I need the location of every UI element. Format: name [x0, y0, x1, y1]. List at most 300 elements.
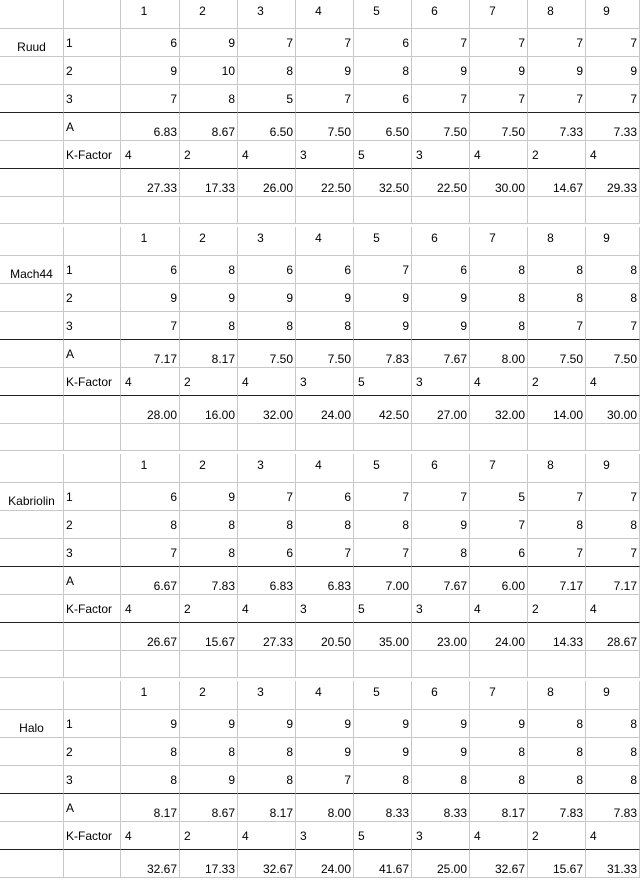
column-header-cell[interactable]: 3	[238, 681, 296, 710]
rating-value-cell[interactable]: 6	[412, 256, 470, 284]
column-header-cell[interactable]: 5	[354, 0, 412, 29]
rating-value-cell[interactable]: 9	[412, 511, 470, 539]
column-header-cell[interactable]: 7	[470, 454, 528, 483]
rating-value-cell[interactable]: 8	[586, 766, 640, 794]
rating-value-cell[interactable]: 8	[470, 738, 528, 766]
rating-value-cell[interactable]: 9	[528, 57, 586, 85]
product-name-cell[interactable]: Mach44	[0, 256, 64, 284]
column-header-cell[interactable]: 2	[180, 454, 238, 483]
total-value-cell[interactable]: 32.67	[238, 850, 296, 878]
rating-value-cell[interactable]: 9	[470, 710, 528, 738]
k-factor-value-cell[interactable]: 4	[121, 368, 180, 396]
total-value-cell[interactable]: 24.00	[470, 623, 528, 651]
rating-value-cell[interactable]: 8	[528, 256, 586, 284]
blank-cell[interactable]	[0, 623, 64, 651]
total-value-cell[interactable]: 24.00	[296, 850, 354, 878]
average-label[interactable]: A	[64, 113, 121, 141]
total-value-cell[interactable]: 22.50	[412, 169, 470, 197]
rating-value-cell[interactable]: 8	[470, 766, 528, 794]
column-header-cell[interactable]: 3	[238, 0, 296, 29]
rating-value-cell[interactable]: 8	[586, 710, 640, 738]
blank-cell[interactable]	[586, 197, 640, 224]
blank-cell[interactable]	[0, 284, 64, 312]
rating-value-cell[interactable]: 9	[180, 483, 238, 511]
k-factor-value-cell[interactable]: 3	[412, 595, 470, 623]
blank-cell[interactable]	[64, 651, 121, 678]
rating-value-cell[interactable]: 8	[586, 511, 640, 539]
column-header-cell[interactable]: 1	[121, 681, 180, 710]
average-value-cell[interactable]: 7.33	[586, 113, 640, 141]
blank-cell[interactable]	[0, 738, 64, 766]
rating-value-cell[interactable]: 7	[528, 539, 586, 567]
average-value-cell[interactable]: 8.67	[180, 794, 238, 822]
total-value-cell[interactable]: 27.00	[412, 396, 470, 424]
blank-cell[interactable]	[528, 197, 586, 224]
rating-value-cell[interactable]: 10	[180, 57, 238, 85]
rating-value-cell[interactable]: 8	[180, 312, 238, 340]
rating-value-cell[interactable]: 8	[296, 312, 354, 340]
rating-value-cell[interactable]: 7	[354, 483, 412, 511]
rating-value-cell[interactable]: 8	[121, 766, 180, 794]
rating-value-cell[interactable]: 9	[412, 284, 470, 312]
rating-value-cell[interactable]: 8	[180, 85, 238, 113]
rating-value-cell[interactable]: 9	[121, 284, 180, 312]
blank-cell[interactable]	[0, 454, 64, 483]
column-header-cell[interactable]: 7	[470, 227, 528, 256]
column-header-cell[interactable]: 3	[238, 454, 296, 483]
k-factor-value-cell[interactable]: 4	[121, 822, 180, 850]
total-value-cell[interactable]: 14.33	[528, 623, 586, 651]
k-factor-value-cell[interactable]: 4	[238, 822, 296, 850]
rating-value-cell[interactable]: 9	[412, 738, 470, 766]
average-value-cell[interactable]: 8.17	[180, 340, 238, 368]
k-factor-value-cell[interactable]: 3	[412, 141, 470, 169]
k-factor-value-cell[interactable]: 3	[296, 595, 354, 623]
blank-cell[interactable]	[64, 396, 121, 424]
blank-cell[interactable]	[238, 651, 296, 678]
total-value-cell[interactable]: 31.33	[586, 850, 640, 878]
rating-value-cell[interactable]: 9	[470, 57, 528, 85]
rating-value-cell[interactable]: 9	[296, 738, 354, 766]
average-value-cell[interactable]: 8.00	[296, 794, 354, 822]
blank-cell[interactable]	[412, 197, 470, 224]
blank-cell[interactable]	[0, 197, 64, 224]
column-header-cell[interactable]: 4	[296, 0, 354, 29]
rating-value-cell[interactable]: 8	[180, 738, 238, 766]
k-factor-value-cell[interactable]: 2	[180, 368, 238, 396]
k-factor-label[interactable]: K-Factor	[64, 595, 121, 623]
average-value-cell[interactable]: 6.83	[238, 567, 296, 595]
rating-value-cell[interactable]: 7	[296, 539, 354, 567]
k-factor-label[interactable]: K-Factor	[64, 822, 121, 850]
k-factor-value-cell[interactable]: 4	[238, 368, 296, 396]
total-value-cell[interactable]: 28.67	[586, 623, 640, 651]
rating-row-label[interactable]: 3	[64, 539, 121, 567]
blank-cell[interactable]	[0, 567, 64, 595]
column-header-cell[interactable]: 2	[180, 681, 238, 710]
blank-cell[interactable]	[180, 651, 238, 678]
total-value-cell[interactable]: 16.00	[180, 396, 238, 424]
rating-row-label[interactable]: 2	[64, 284, 121, 312]
rating-value-cell[interactable]: 8	[354, 766, 412, 794]
rating-value-cell[interactable]: 9	[180, 710, 238, 738]
rating-value-cell[interactable]: 8	[180, 256, 238, 284]
average-value-cell[interactable]: 7.17	[528, 567, 586, 595]
rating-value-cell[interactable]: 7	[470, 85, 528, 113]
total-value-cell[interactable]: 32.00	[238, 396, 296, 424]
total-value-cell[interactable]: 27.33	[238, 623, 296, 651]
rating-value-cell[interactable]: 7	[121, 312, 180, 340]
rating-value-cell[interactable]: 8	[586, 738, 640, 766]
average-value-cell[interactable]: 7.83	[586, 794, 640, 822]
rating-value-cell[interactable]: 7	[528, 85, 586, 113]
blank-cell[interactable]	[0, 424, 64, 451]
rating-value-cell[interactable]: 7	[586, 29, 640, 57]
blank-cell[interactable]	[64, 681, 121, 710]
rating-value-cell[interactable]: 8	[354, 511, 412, 539]
k-factor-value-cell[interactable]: 5	[354, 141, 412, 169]
blank-cell[interactable]	[586, 424, 640, 451]
average-value-cell[interactable]: 8.33	[354, 794, 412, 822]
column-header-cell[interactable]: 9	[586, 227, 640, 256]
column-header-cell[interactable]: 4	[296, 681, 354, 710]
average-value-cell[interactable]: 6.50	[238, 113, 296, 141]
k-factor-value-cell[interactable]: 5	[354, 595, 412, 623]
total-value-cell[interactable]: 15.67	[528, 850, 586, 878]
blank-cell[interactable]	[0, 850, 64, 878]
blank-cell[interactable]	[528, 651, 586, 678]
column-header-cell[interactable]: 8	[528, 0, 586, 29]
rating-value-cell[interactable]: 8	[470, 256, 528, 284]
rating-value-cell[interactable]: 8	[354, 57, 412, 85]
average-value-cell[interactable]: 7.50	[296, 113, 354, 141]
rating-value-cell[interactable]: 8	[528, 738, 586, 766]
rating-value-cell[interactable]: 8	[180, 539, 238, 567]
column-header-cell[interactable]: 4	[296, 454, 354, 483]
average-value-cell[interactable]: 7.83	[354, 340, 412, 368]
blank-cell[interactable]	[0, 169, 64, 197]
k-factor-value-cell[interactable]: 4	[586, 368, 640, 396]
rating-value-cell[interactable]: 7	[528, 312, 586, 340]
blank-cell[interactable]	[0, 595, 64, 623]
blank-cell[interactable]	[0, 85, 64, 113]
column-header-cell[interactable]: 1	[121, 454, 180, 483]
column-header-cell[interactable]: 3	[238, 227, 296, 256]
rating-value-cell[interactable]: 7	[238, 483, 296, 511]
average-value-cell[interactable]: 8.17	[470, 794, 528, 822]
column-header-cell[interactable]: 8	[528, 681, 586, 710]
rating-value-cell[interactable]: 9	[238, 284, 296, 312]
column-header-cell[interactable]: 5	[354, 227, 412, 256]
blank-cell[interactable]	[0, 368, 64, 396]
blank-cell[interactable]	[412, 424, 470, 451]
rating-value-cell[interactable]: 7	[121, 85, 180, 113]
rating-value-cell[interactable]: 9	[412, 312, 470, 340]
blank-cell[interactable]	[354, 651, 412, 678]
k-factor-value-cell[interactable]: 4	[238, 141, 296, 169]
blank-cell[interactable]	[412, 651, 470, 678]
rating-value-cell[interactable]: 7	[296, 766, 354, 794]
rating-value-cell[interactable]: 9	[238, 710, 296, 738]
rating-value-cell[interactable]: 8	[238, 738, 296, 766]
k-factor-value-cell[interactable]: 2	[180, 595, 238, 623]
rating-row-label[interactable]: 3	[64, 766, 121, 794]
blank-cell[interactable]	[470, 424, 528, 451]
k-factor-value-cell[interactable]: 4	[586, 595, 640, 623]
rating-value-cell[interactable]: 9	[296, 710, 354, 738]
rating-value-cell[interactable]: 6	[296, 256, 354, 284]
blank-cell[interactable]	[64, 424, 121, 451]
rating-value-cell[interactable]: 7	[586, 483, 640, 511]
column-header-cell[interactable]: 8	[528, 454, 586, 483]
average-value-cell[interactable]: 6.83	[121, 113, 180, 141]
rating-value-cell[interactable]: 7	[528, 29, 586, 57]
rating-value-cell[interactable]: 9	[354, 284, 412, 312]
total-value-cell[interactable]: 30.00	[586, 396, 640, 424]
total-value-cell[interactable]: 17.33	[180, 850, 238, 878]
rating-value-cell[interactable]: 7	[528, 483, 586, 511]
column-header-cell[interactable]: 1	[121, 0, 180, 29]
total-value-cell[interactable]: 14.00	[528, 396, 586, 424]
rating-value-cell[interactable]: 9	[121, 710, 180, 738]
total-value-cell[interactable]: 20.50	[296, 623, 354, 651]
product-name-cell[interactable]: Kabriolin	[0, 483, 64, 511]
column-header-cell[interactable]: 2	[180, 227, 238, 256]
total-value-cell[interactable]: 35.00	[354, 623, 412, 651]
rating-row-label[interactable]: 1	[64, 256, 121, 284]
rating-value-cell[interactable]: 7	[412, 85, 470, 113]
rating-value-cell[interactable]: 6	[238, 539, 296, 567]
average-value-cell[interactable]: 7.33	[528, 113, 586, 141]
blank-cell[interactable]	[64, 169, 121, 197]
rating-row-label[interactable]: 1	[64, 483, 121, 511]
rating-value-cell[interactable]: 8	[238, 511, 296, 539]
average-value-cell[interactable]: 7.50	[470, 113, 528, 141]
rating-row-label[interactable]: 2	[64, 511, 121, 539]
blank-cell[interactable]	[528, 424, 586, 451]
total-value-cell[interactable]: 30.00	[470, 169, 528, 197]
blank-cell[interactable]	[121, 424, 180, 451]
total-value-cell[interactable]: 32.67	[121, 850, 180, 878]
column-header-cell[interactable]: 6	[412, 454, 470, 483]
column-header-cell[interactable]: 9	[586, 0, 640, 29]
blank-cell[interactable]	[0, 312, 64, 340]
rating-value-cell[interactable]: 7	[470, 511, 528, 539]
rating-value-cell[interactable]: 8	[528, 766, 586, 794]
average-value-cell[interactable]: 7.50	[296, 340, 354, 368]
blank-cell[interactable]	[238, 424, 296, 451]
rating-value-cell[interactable]: 7	[586, 85, 640, 113]
product-name-cell[interactable]: Halo	[0, 710, 64, 738]
blank-cell[interactable]	[470, 651, 528, 678]
blank-cell[interactable]	[0, 227, 64, 256]
average-value-cell[interactable]: 8.00	[470, 340, 528, 368]
rating-value-cell[interactable]: 6	[121, 29, 180, 57]
rating-value-cell[interactable]: 9	[296, 284, 354, 312]
rating-value-cell[interactable]: 7	[412, 29, 470, 57]
k-factor-value-cell[interactable]: 4	[586, 822, 640, 850]
rating-value-cell[interactable]: 7	[354, 539, 412, 567]
total-value-cell[interactable]: 32.00	[470, 396, 528, 424]
blank-cell[interactable]	[296, 651, 354, 678]
k-factor-value-cell[interactable]: 5	[354, 822, 412, 850]
blank-cell[interactable]	[64, 454, 121, 483]
k-factor-value-cell[interactable]: 4	[470, 368, 528, 396]
k-factor-value-cell[interactable]: 3	[412, 822, 470, 850]
rating-value-cell[interactable]: 8	[412, 539, 470, 567]
k-factor-value-cell[interactable]: 4	[586, 141, 640, 169]
column-header-cell[interactable]: 2	[180, 0, 238, 29]
rating-value-cell[interactable]: 6	[238, 256, 296, 284]
rating-value-cell[interactable]: 7	[238, 29, 296, 57]
rating-row-label[interactable]: 3	[64, 85, 121, 113]
rating-value-cell[interactable]: 6	[470, 539, 528, 567]
column-header-cell[interactable]: 6	[412, 0, 470, 29]
rating-value-cell[interactable]: 9	[180, 29, 238, 57]
blank-cell[interactable]	[0, 396, 64, 424]
average-label[interactable]: A	[64, 567, 121, 595]
rating-value-cell[interactable]: 7	[470, 29, 528, 57]
average-value-cell[interactable]: 7.67	[412, 567, 470, 595]
rating-value-cell[interactable]: 8	[586, 284, 640, 312]
total-value-cell[interactable]: 27.33	[121, 169, 180, 197]
rating-value-cell[interactable]: 9	[354, 312, 412, 340]
blank-cell[interactable]	[180, 197, 238, 224]
column-header-cell[interactable]: 7	[470, 0, 528, 29]
rating-value-cell[interactable]: 7	[296, 85, 354, 113]
blank-cell[interactable]	[64, 227, 121, 256]
blank-cell[interactable]	[0, 766, 64, 794]
k-factor-value-cell[interactable]: 2	[528, 141, 586, 169]
k-factor-label[interactable]: K-Factor	[64, 368, 121, 396]
column-header-cell[interactable]: 9	[586, 681, 640, 710]
rating-value-cell[interactable]: 9	[586, 57, 640, 85]
blank-cell[interactable]	[64, 0, 121, 29]
total-value-cell[interactable]: 14.67	[528, 169, 586, 197]
rating-value-cell[interactable]: 8	[238, 57, 296, 85]
k-factor-label[interactable]: K-Factor	[64, 141, 121, 169]
average-value-cell[interactable]: 8.33	[412, 794, 470, 822]
rating-value-cell[interactable]: 5	[470, 483, 528, 511]
rating-value-cell[interactable]: 9	[296, 57, 354, 85]
average-value-cell[interactable]: 7.83	[528, 794, 586, 822]
rating-row-label[interactable]: 2	[64, 57, 121, 85]
k-factor-value-cell[interactable]: 4	[470, 595, 528, 623]
product-name-cell[interactable]: Ruud	[0, 29, 64, 57]
rating-value-cell[interactable]: 7	[586, 312, 640, 340]
k-factor-value-cell[interactable]: 4	[121, 595, 180, 623]
rating-value-cell[interactable]: 9	[180, 284, 238, 312]
rating-row-label[interactable]: 2	[64, 738, 121, 766]
rating-value-cell[interactable]: 6	[121, 483, 180, 511]
rating-value-cell[interactable]: 8	[121, 511, 180, 539]
rating-value-cell[interactable]: 9	[180, 766, 238, 794]
rating-value-cell[interactable]: 6	[121, 256, 180, 284]
total-value-cell[interactable]: 28.00	[121, 396, 180, 424]
column-header-cell[interactable]: 6	[412, 681, 470, 710]
rating-value-cell[interactable]: 8	[528, 284, 586, 312]
blank-cell[interactable]	[0, 681, 64, 710]
rating-row-label[interactable]: 3	[64, 312, 121, 340]
average-value-cell[interactable]: 7.00	[354, 567, 412, 595]
average-value-cell[interactable]: 7.50	[528, 340, 586, 368]
average-value-cell[interactable]: 6.83	[296, 567, 354, 595]
total-value-cell[interactable]: 42.50	[354, 396, 412, 424]
total-value-cell[interactable]: 32.50	[354, 169, 412, 197]
average-value-cell[interactable]: 7.67	[412, 340, 470, 368]
rating-value-cell[interactable]: 7	[296, 29, 354, 57]
total-value-cell[interactable]: 26.00	[238, 169, 296, 197]
total-value-cell[interactable]: 25.00	[412, 850, 470, 878]
rating-value-cell[interactable]: 7	[121, 539, 180, 567]
rating-value-cell[interactable]: 9	[412, 710, 470, 738]
total-value-cell[interactable]: 23.00	[412, 623, 470, 651]
average-value-cell[interactable]: 6.00	[470, 567, 528, 595]
blank-cell[interactable]	[0, 511, 64, 539]
rating-value-cell[interactable]: 7	[354, 256, 412, 284]
average-value-cell[interactable]: 7.50	[412, 113, 470, 141]
rating-value-cell[interactable]: 8	[586, 256, 640, 284]
rating-row-label[interactable]: 1	[64, 710, 121, 738]
k-factor-value-cell[interactable]: 2	[528, 822, 586, 850]
k-factor-value-cell[interactable]: 3	[412, 368, 470, 396]
column-header-cell[interactable]: 8	[528, 227, 586, 256]
rating-value-cell[interactable]: 6	[354, 29, 412, 57]
k-factor-value-cell[interactable]: 2	[180, 141, 238, 169]
average-value-cell[interactable]: 7.50	[238, 340, 296, 368]
blank-cell[interactable]	[0, 539, 64, 567]
rating-value-cell[interactable]: 8	[238, 766, 296, 794]
blank-cell[interactable]	[0, 57, 64, 85]
average-value-cell[interactable]: 8.67	[180, 113, 238, 141]
k-factor-value-cell[interactable]: 2	[528, 368, 586, 396]
rating-value-cell[interactable]: 6	[354, 85, 412, 113]
column-header-cell[interactable]: 1	[121, 227, 180, 256]
blank-cell[interactable]	[121, 197, 180, 224]
total-value-cell[interactable]: 24.00	[296, 396, 354, 424]
rating-value-cell[interactable]: 9	[121, 57, 180, 85]
blank-cell[interactable]	[586, 651, 640, 678]
k-factor-value-cell[interactable]: 3	[296, 141, 354, 169]
blank-cell[interactable]	[354, 197, 412, 224]
average-value-cell[interactable]: 7.17	[121, 340, 180, 368]
blank-cell[interactable]	[0, 651, 64, 678]
blank-cell[interactable]	[470, 197, 528, 224]
rating-value-cell[interactable]: 9	[354, 738, 412, 766]
rating-value-cell[interactable]: 8	[470, 312, 528, 340]
rating-value-cell[interactable]: 7	[412, 483, 470, 511]
k-factor-value-cell[interactable]: 3	[296, 822, 354, 850]
blank-cell[interactable]	[180, 424, 238, 451]
rating-value-cell[interactable]: 5	[238, 85, 296, 113]
blank-cell[interactable]	[0, 0, 64, 29]
average-value-cell[interactable]: 8.17	[121, 794, 180, 822]
rating-value-cell[interactable]: 8	[528, 710, 586, 738]
rating-value-cell[interactable]: 8	[528, 511, 586, 539]
total-value-cell[interactable]: 17.33	[180, 169, 238, 197]
k-factor-value-cell[interactable]: 4	[470, 822, 528, 850]
blank-cell[interactable]	[296, 197, 354, 224]
k-factor-value-cell[interactable]: 2	[180, 822, 238, 850]
column-header-cell[interactable]: 5	[354, 681, 412, 710]
column-header-cell[interactable]: 5	[354, 454, 412, 483]
average-label[interactable]: A	[64, 340, 121, 368]
rating-value-cell[interactable]: 9	[412, 57, 470, 85]
blank-cell[interactable]	[64, 850, 121, 878]
blank-cell[interactable]	[238, 197, 296, 224]
total-value-cell[interactable]: 41.67	[354, 850, 412, 878]
column-header-cell[interactable]: 7	[470, 681, 528, 710]
